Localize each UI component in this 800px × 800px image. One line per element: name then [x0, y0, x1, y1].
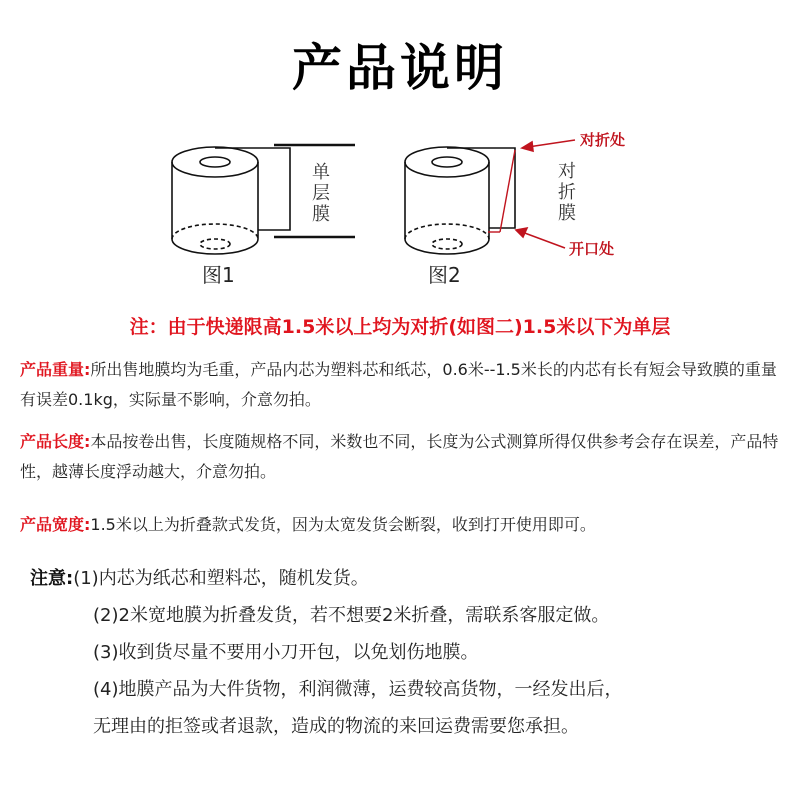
fold-indicator	[488, 150, 515, 232]
section-weight	[20, 355, 790, 415]
section-width	[20, 510, 790, 540]
note-item-3: (3)收到货尽量不要用小刀开包，以免划伤地膜。	[93, 642, 479, 663]
fig1-label-char-3: 膜	[312, 204, 330, 225]
callout-fold-label: 对折处	[580, 131, 626, 149]
section-length-label: 产品长度:	[20, 432, 91, 451]
callout-open-label: 开口处	[569, 240, 615, 258]
notes-heading: 注意:	[30, 568, 74, 589]
figure-2-folded	[405, 147, 515, 254]
section-weight-label: 产品重量:	[20, 360, 91, 379]
fig2-label-char-2: 折	[558, 182, 576, 203]
section-width-label: 产品宽度:	[20, 515, 91, 534]
section-length	[20, 427, 790, 487]
note-item-4: (4)地膜产品为大件货物，利润微薄，运费较高货物，一经发出后，	[93, 679, 623, 700]
notes-list	[30, 560, 790, 745]
note-text-1: (1)内芯为纸芯和塑料芯，随机发货。	[73, 568, 369, 589]
fig1-label-char-1: 单	[312, 162, 330, 183]
section-weight-text: 所出售地膜均为毛重，产品内芯为塑料芯和纸芯，0.6米--1.5米长的内芯有长有短会导致膜的重量有误差0.1kg，实际量不影响，介意勿拍。	[20, 360, 777, 409]
film-roll-diagram	[150, 120, 650, 300]
section-length-text: 本品按卷出售，长度随规格不同，米数也不同，长度为公式测算所得仅供参考会存在误差，产品特性，越薄长度浮动越大，介意勿拍。	[20, 432, 779, 481]
note-item-1	[30, 560, 790, 597]
fig2-label-char-1: 对	[558, 161, 576, 182]
fig2-label-char-3: 膜	[558, 203, 576, 224]
fig1-label-char-2: 层	[312, 183, 330, 204]
section-width-text: 1.5米以上为折叠款式发货，因为太宽发货会断裂，收到打开使用即可。	[90, 515, 596, 534]
note-item-4-continued: 无理由的拒签或者退款，造成的物流的来回运费需要您承担。	[93, 716, 579, 737]
page-title: 产品说明	[292, 39, 508, 97]
fig2-caption: 图2	[428, 263, 461, 287]
note-item-2: (2)2米宽地膜为折叠发货，若不想要2米折叠，需联系客服定做。	[93, 605, 610, 626]
shipping-fold-notice: 注：由于快递限高1.5米以上均为对折(如图二)1.5米以下为单层	[129, 316, 671, 338]
fig1-caption: 图1	[202, 263, 235, 287]
